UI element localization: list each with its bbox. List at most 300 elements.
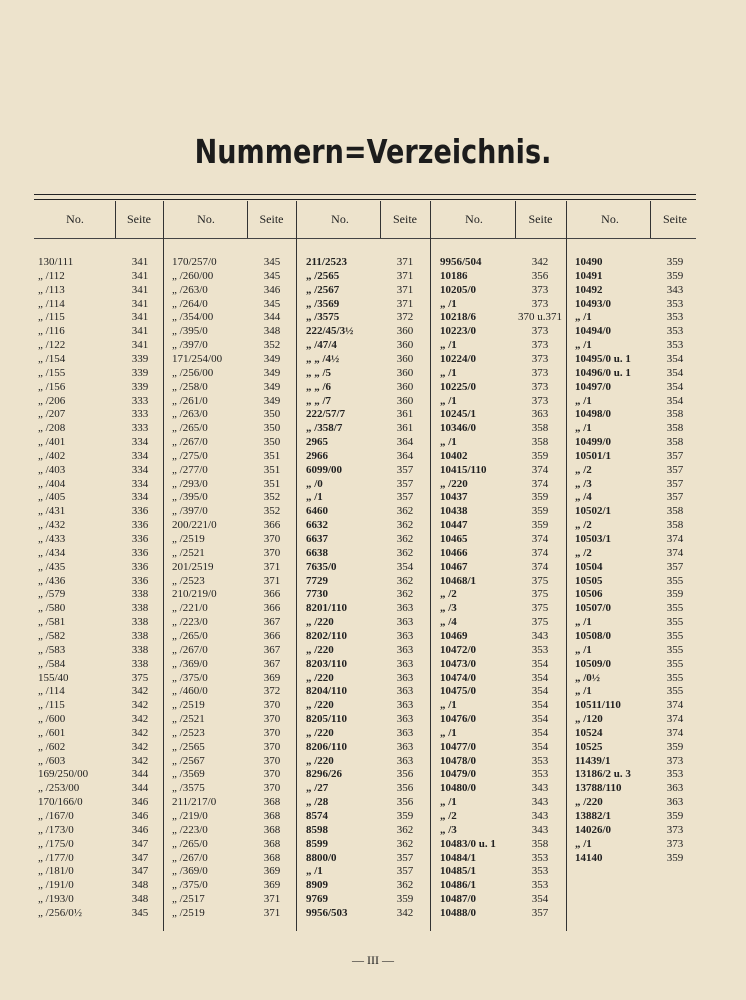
page-cell: 343 — [531, 782, 549, 795]
number-cell: „ /27 — [306, 782, 329, 795]
number-cell: 10491 — [575, 269, 603, 282]
page-cell: 334 — [131, 436, 149, 449]
number-cell: „ /3569 — [306, 297, 340, 310]
page-cell: 344 — [263, 311, 281, 324]
number-cell: „ /375/0 — [172, 879, 208, 892]
page-cell: 374 — [531, 463, 549, 476]
number-cell: 10475/0 — [440, 685, 477, 698]
number-cell: „ /3575 — [172, 782, 205, 795]
number-cell: „ /1 — [440, 699, 457, 712]
page-cell: 357 — [666, 477, 684, 490]
page-cell: 355 — [666, 616, 684, 629]
page-cell: 354 — [531, 740, 549, 753]
page-cell: 360 — [396, 352, 414, 365]
page-cell: 349 — [263, 394, 281, 407]
number-cell: „ /207 — [38, 408, 66, 421]
number-cell: 10469 — [440, 629, 468, 642]
page-cell: 374 — [666, 533, 684, 545]
number-cell: 10468/1 — [440, 574, 477, 587]
number-cell: „ /2523 — [172, 574, 205, 587]
table-row — [0, 712, 746, 726]
number-cell: 155/40 — [38, 671, 69, 684]
number-cell: „ /28 — [306, 796, 329, 809]
number-cell: „ /2 — [575, 519, 592, 532]
number-cell: 13186/2 u. 3 — [575, 768, 631, 781]
number-cell: 10465 — [440, 533, 468, 545]
page-cell: 370 — [263, 726, 281, 739]
page-cell: 373 — [531, 325, 549, 338]
number-cell: „ /432 — [38, 519, 66, 532]
number-cell: 10473/0 — [440, 657, 477, 670]
table-row — [0, 864, 746, 878]
page-cell: 369 — [263, 879, 281, 892]
number-cell: „ /267/0 — [172, 643, 208, 656]
page-cell: 354 — [666, 366, 684, 379]
number-cell: „ /0½ — [575, 671, 601, 684]
number-cell: „ /263/0 — [172, 283, 208, 296]
number-cell: „ /1 — [575, 311, 592, 324]
page-cell: 353 — [531, 851, 549, 864]
page-cell: 363 — [396, 616, 414, 629]
number-cell: 10488/0 — [440, 906, 477, 919]
number-cell: „ /113 — [38, 283, 65, 296]
table-row — [0, 754, 746, 768]
page-cell: 363 — [396, 726, 414, 739]
number-cell: „ /460/0 — [172, 685, 208, 698]
number-cell: „ /2565 — [306, 269, 340, 282]
number-cell: „ /2 — [440, 810, 457, 822]
number-cell: 10498/0 — [575, 408, 612, 421]
number-cell: „ /256/0½ — [38, 906, 82, 919]
number-cell: „ /3 — [440, 823, 457, 836]
number-cell: „ /220 — [306, 699, 334, 712]
number-cell: 210/219/0 — [172, 588, 217, 601]
number-cell: 2966 — [306, 449, 328, 462]
number-cell: „ /581 — [38, 616, 66, 629]
number-cell: 10225/0 — [440, 380, 477, 393]
number-cell: „ /263/0 — [172, 408, 208, 421]
number-cell: 10494/0 — [575, 325, 612, 338]
page-cell: 354 — [531, 699, 549, 712]
page-cell: 373 — [531, 339, 549, 352]
number-cell: „ /369/0 — [172, 657, 208, 670]
page-cell: 370 — [263, 740, 281, 753]
page-cell: 334 — [131, 449, 149, 462]
number-cell: „ /206 — [38, 394, 66, 407]
table-row — [0, 781, 746, 795]
number-cell: „ /395/0 — [172, 325, 208, 338]
table-row — [0, 324, 746, 338]
page-cell: 362 — [396, 823, 414, 836]
page-cell: 341 — [131, 283, 149, 296]
page-cell: 370 — [263, 754, 281, 767]
page-cell: 374 — [531, 560, 549, 573]
page-cell: 348 — [263, 325, 281, 338]
number-cell: „ /2517 — [172, 893, 205, 906]
number-cell: 6637 — [306, 533, 328, 545]
number-cell: 10502/1 — [575, 505, 612, 518]
page-cell: 363 — [666, 796, 684, 809]
page-cell: 366 — [263, 602, 281, 615]
table-row — [0, 366, 746, 380]
page-cell: 373 — [666, 823, 684, 836]
page-cell: 358 — [666, 436, 684, 449]
number-cell: 14140 — [575, 851, 603, 864]
page-cell: 344 — [131, 768, 149, 781]
page-cell: 334 — [131, 477, 149, 490]
header-seite: Seite — [127, 212, 151, 226]
number-cell: „ /397/0 — [172, 339, 208, 352]
number-cell: „ /181/0 — [38, 865, 74, 878]
page-title: Nummern=Verzeichnis. — [194, 132, 552, 171]
table-row — [0, 574, 746, 588]
page-cell: 358 — [666, 519, 684, 532]
page-cell: 354 — [531, 726, 549, 739]
number-cell: 10487/0 — [440, 893, 477, 906]
page-cell: 333 — [131, 408, 149, 421]
number-cell: „ /2523 — [172, 726, 205, 739]
page-cell: 351 — [263, 463, 281, 476]
page-cell: 353 — [531, 879, 549, 892]
number-cell: „ /220 — [575, 796, 603, 809]
number-cell: 10495/0 u. 1 — [575, 352, 631, 365]
page-cell: 366 — [263, 588, 281, 601]
page-cell: 371 — [396, 283, 414, 296]
header-no: No. — [465, 212, 483, 226]
number-cell: 10437 — [440, 491, 468, 504]
page-cell: 357 — [531, 906, 549, 919]
page-cell: 349 — [263, 366, 281, 379]
number-cell: „ /2565 — [172, 740, 205, 753]
number-cell: „ /2 — [440, 588, 457, 601]
table-row — [0, 407, 746, 421]
page-cell: 355 — [666, 629, 684, 642]
number-cell: „ /2521 — [172, 713, 205, 726]
number-cell: 10478/0 — [440, 754, 477, 767]
table-row — [0, 823, 746, 837]
page-cell: 359 — [666, 269, 684, 282]
page-cell: 375 — [131, 671, 149, 684]
page-cell: 345 — [263, 256, 281, 268]
number-cell: „ /258/0 — [172, 380, 208, 393]
page-cell: 359 — [531, 449, 549, 462]
page-cell: 336 — [131, 560, 149, 573]
number-cell: 10480/0 — [440, 782, 477, 795]
table-row — [0, 352, 746, 366]
number-cell: 10503/1 — [575, 533, 612, 545]
table-row — [0, 795, 746, 809]
table-row — [0, 878, 746, 892]
number-cell: 211/2523 — [306, 256, 347, 268]
number-cell: „ /601 — [38, 726, 66, 739]
number-cell: „ /277/0 — [172, 463, 208, 476]
number-cell: 10511/110 — [575, 699, 621, 712]
page-cell: 341 — [131, 256, 149, 268]
number-cell: „ /1 — [440, 436, 457, 449]
number-cell: 6460 — [306, 505, 328, 518]
page-cell: 333 — [131, 422, 149, 435]
page-cell: 373 — [666, 754, 684, 767]
number-cell: 9956/503 — [306, 906, 348, 919]
table-row — [0, 421, 746, 435]
page-cell: 360 — [396, 325, 414, 338]
number-cell: „ /293/0 — [172, 477, 208, 490]
header-no: No. — [197, 212, 215, 226]
page-cell: 338 — [131, 616, 149, 629]
number-cell: 10499/0 — [575, 436, 612, 449]
header-no: No. — [66, 212, 84, 226]
page-cell: 354 — [666, 380, 684, 393]
number-cell: „ /403 — [38, 463, 66, 476]
page-cell: 359 — [666, 588, 684, 601]
number-cell: „ „ /5 — [306, 366, 332, 379]
table-row — [0, 490, 746, 504]
page-cell: 357 — [666, 491, 684, 504]
page-cell: 362 — [396, 574, 414, 587]
page-cell: 371 — [263, 560, 281, 573]
number-cell: „ /264/0 — [172, 297, 208, 310]
page-cell: 374 — [666, 546, 684, 559]
page-cell: 359 — [396, 810, 414, 822]
page-cell: 368 — [263, 796, 281, 809]
page-cell: 366 — [263, 519, 281, 532]
page-cell: 362 — [396, 837, 414, 850]
table-row — [0, 684, 746, 698]
number-cell: 10492 — [575, 283, 603, 296]
page-cell: 342 — [131, 754, 149, 767]
page-cell: 356 — [396, 782, 414, 795]
page-cell: 363 — [396, 754, 414, 767]
page-cell: 363 — [396, 685, 414, 698]
number-cell: 211/217/0 — [172, 796, 217, 809]
number-cell: 10245/1 — [440, 408, 477, 421]
page-cell: 358 — [666, 408, 684, 421]
page-cell: 363 — [396, 699, 414, 712]
page-cell: 371 — [396, 256, 414, 268]
number-cell: 8204/110 — [306, 685, 347, 698]
number-cell: 10509/0 — [575, 657, 612, 670]
number-cell: 2965 — [306, 436, 328, 449]
page-cell: 360 — [396, 380, 414, 393]
page-cell: 338 — [131, 588, 149, 601]
number-cell: „ /115 — [38, 311, 65, 324]
page-cell: 370 u.371 — [518, 311, 562, 324]
number-cell: „ /402 — [38, 449, 66, 462]
table-row — [0, 255, 746, 269]
number-cell: „ /397/0 — [172, 505, 208, 518]
page-cell: 375 — [531, 602, 549, 615]
page-cell: 362 — [396, 519, 414, 532]
page-cell: 354 — [531, 685, 549, 698]
page-cell: 370 — [263, 782, 281, 795]
page-cell: 342 — [396, 906, 414, 919]
page-cell: 372 — [396, 311, 414, 324]
number-cell: 10474/0 — [440, 671, 477, 684]
number-cell: „ /112 — [38, 269, 65, 282]
header-no: No. — [331, 212, 349, 226]
table-row — [0, 504, 746, 518]
page-cell: 370 — [263, 768, 281, 781]
number-cell: „ /1 — [440, 339, 457, 352]
page-cell: 359 — [531, 519, 549, 532]
page-cell: 374 — [666, 699, 684, 712]
page-cell: 375 — [531, 588, 549, 601]
number-cell: „ /220 — [306, 726, 334, 739]
page-cell: 361 — [396, 408, 414, 421]
page-cell: 354 — [666, 394, 684, 407]
table-row — [0, 283, 746, 297]
top-rule — [34, 194, 696, 195]
page-cell: 373 — [666, 837, 684, 850]
page-cell: 342 — [531, 256, 549, 268]
page-cell: 341 — [131, 269, 149, 282]
page-cell: 338 — [131, 629, 149, 642]
page-cell: 359 — [666, 740, 684, 753]
page-cell: 343 — [531, 629, 549, 642]
number-cell: „ /580 — [38, 602, 66, 615]
page-cell: 359 — [531, 505, 549, 518]
page-cell: 346 — [263, 283, 281, 296]
page-cell: 363 — [396, 671, 414, 684]
table-row — [0, 477, 746, 491]
number-cell: „ /358/7 — [306, 422, 343, 435]
page-cell: 347 — [131, 865, 149, 878]
number-cell: „ /4 — [575, 491, 592, 504]
number-cell: „ /435 — [38, 560, 66, 573]
page-cell: 358 — [531, 436, 549, 449]
page-cell: 355 — [666, 574, 684, 587]
page-cell: 375 — [531, 574, 549, 587]
number-cell: „ /260/00 — [172, 269, 214, 282]
number-cell: „ /114 — [38, 297, 65, 310]
page-cell: 343 — [531, 810, 549, 822]
number-cell: „ /1 — [575, 422, 592, 435]
number-cell: 10504 — [575, 560, 603, 573]
number-cell: 10484/1 — [440, 851, 477, 864]
number-cell: 8203/110 — [306, 657, 347, 670]
number-cell: „ /173/0 — [38, 823, 74, 836]
page-cell: 373 — [531, 380, 549, 393]
number-cell: 8205/110 — [306, 713, 347, 726]
page-cell: 361 — [396, 422, 414, 435]
number-cell: 7730 — [306, 588, 328, 601]
page-number: — III — — [352, 953, 394, 967]
page-cell: 362 — [396, 588, 414, 601]
page-cell: 374 — [531, 477, 549, 490]
number-cell: „ /603 — [38, 754, 66, 767]
number-cell: „ /369/0 — [172, 865, 208, 878]
page-cell: 343 — [531, 796, 549, 809]
table-row — [0, 394, 746, 408]
page-cell: 358 — [666, 422, 684, 435]
number-cell: „ /582 — [38, 629, 66, 642]
page-cell: 333 — [131, 394, 149, 407]
number-cell: 10507/0 — [575, 602, 612, 615]
number-cell: „ /2 — [575, 546, 592, 559]
page-cell: 366 — [263, 629, 281, 642]
page-cell: 371 — [396, 297, 414, 310]
number-cell: „ /1 — [440, 394, 457, 407]
table-row — [0, 269, 746, 283]
page-cell: 367 — [263, 616, 281, 629]
page-cell: 338 — [131, 657, 149, 670]
page-cell: 353 — [666, 297, 684, 310]
page-cell: 334 — [131, 463, 149, 476]
number-cell: „ /2519 — [172, 699, 205, 712]
number-cell: „ /434 — [38, 546, 66, 559]
number-cell: „ /3575 — [306, 311, 340, 324]
table-row — [0, 297, 746, 311]
page-cell: 373 — [531, 297, 549, 310]
number-cell: 10496/0 u. 1 — [575, 366, 631, 379]
page-cell: 374 — [666, 726, 684, 739]
number-cell: 10501/1 — [575, 449, 612, 462]
page-cell: 368 — [263, 823, 281, 836]
table-row — [0, 546, 746, 560]
number-cell: „ /401 — [38, 436, 66, 449]
page-cell: 357 — [396, 477, 414, 490]
page-cell: 350 — [263, 422, 281, 435]
page-cell: 342 — [131, 726, 149, 739]
page-cell: 363 — [396, 629, 414, 642]
number-cell: 10438 — [440, 505, 468, 518]
number-cell: 11439/1 — [575, 754, 611, 767]
page-cell: 348 — [131, 879, 149, 892]
table-row — [0, 740, 746, 754]
number-cell: 10223/0 — [440, 325, 477, 338]
number-cell: 8599 — [306, 837, 328, 850]
top-rule-thin — [34, 199, 696, 200]
number-cell: 10483/0 u. 1 — [440, 837, 496, 850]
number-cell: 10205/0 — [440, 283, 477, 296]
number-cell: „ /256/00 — [172, 366, 214, 379]
number-cell: „ /405 — [38, 491, 66, 504]
page-cell: 374 — [666, 713, 684, 726]
number-cell: 8296/26 — [306, 768, 343, 781]
page-cell: 343 — [666, 283, 684, 296]
table-row — [0, 560, 746, 574]
page-cell: 356 — [531, 269, 549, 282]
number-cell: „ /431 — [38, 505, 66, 518]
number-cell: „ /2567 — [306, 283, 340, 296]
table-row — [0, 380, 746, 394]
number-cell: „ /1 — [306, 491, 323, 504]
number-cell: „ /1 — [306, 865, 323, 878]
number-cell: „ /2519 — [172, 533, 205, 545]
page-cell: 342 — [131, 685, 149, 698]
page-cell: 338 — [131, 643, 149, 656]
page-cell: 367 — [263, 657, 281, 670]
table-row — [0, 837, 746, 851]
number-cell: „ /583 — [38, 643, 66, 656]
page-cell: 371 — [263, 574, 281, 587]
number-cell: 9956/504 — [440, 256, 482, 268]
table-row — [0, 657, 746, 671]
number-cell: 13788/110 — [575, 782, 622, 795]
number-cell: 200/221/0 — [172, 519, 217, 532]
page-cell: 336 — [131, 574, 149, 587]
page-cell: 369 — [263, 865, 281, 878]
table-row — [0, 518, 746, 532]
number-cell: „ /436 — [38, 574, 66, 587]
number-cell: „ /175/0 — [38, 837, 74, 850]
table-row — [0, 698, 746, 712]
number-cell: „ /404 — [38, 477, 66, 490]
number-cell: 10467 — [440, 560, 468, 573]
number-cell: „ /600 — [38, 713, 66, 726]
table-row — [0, 906, 746, 920]
page-cell: 342 — [131, 713, 149, 726]
